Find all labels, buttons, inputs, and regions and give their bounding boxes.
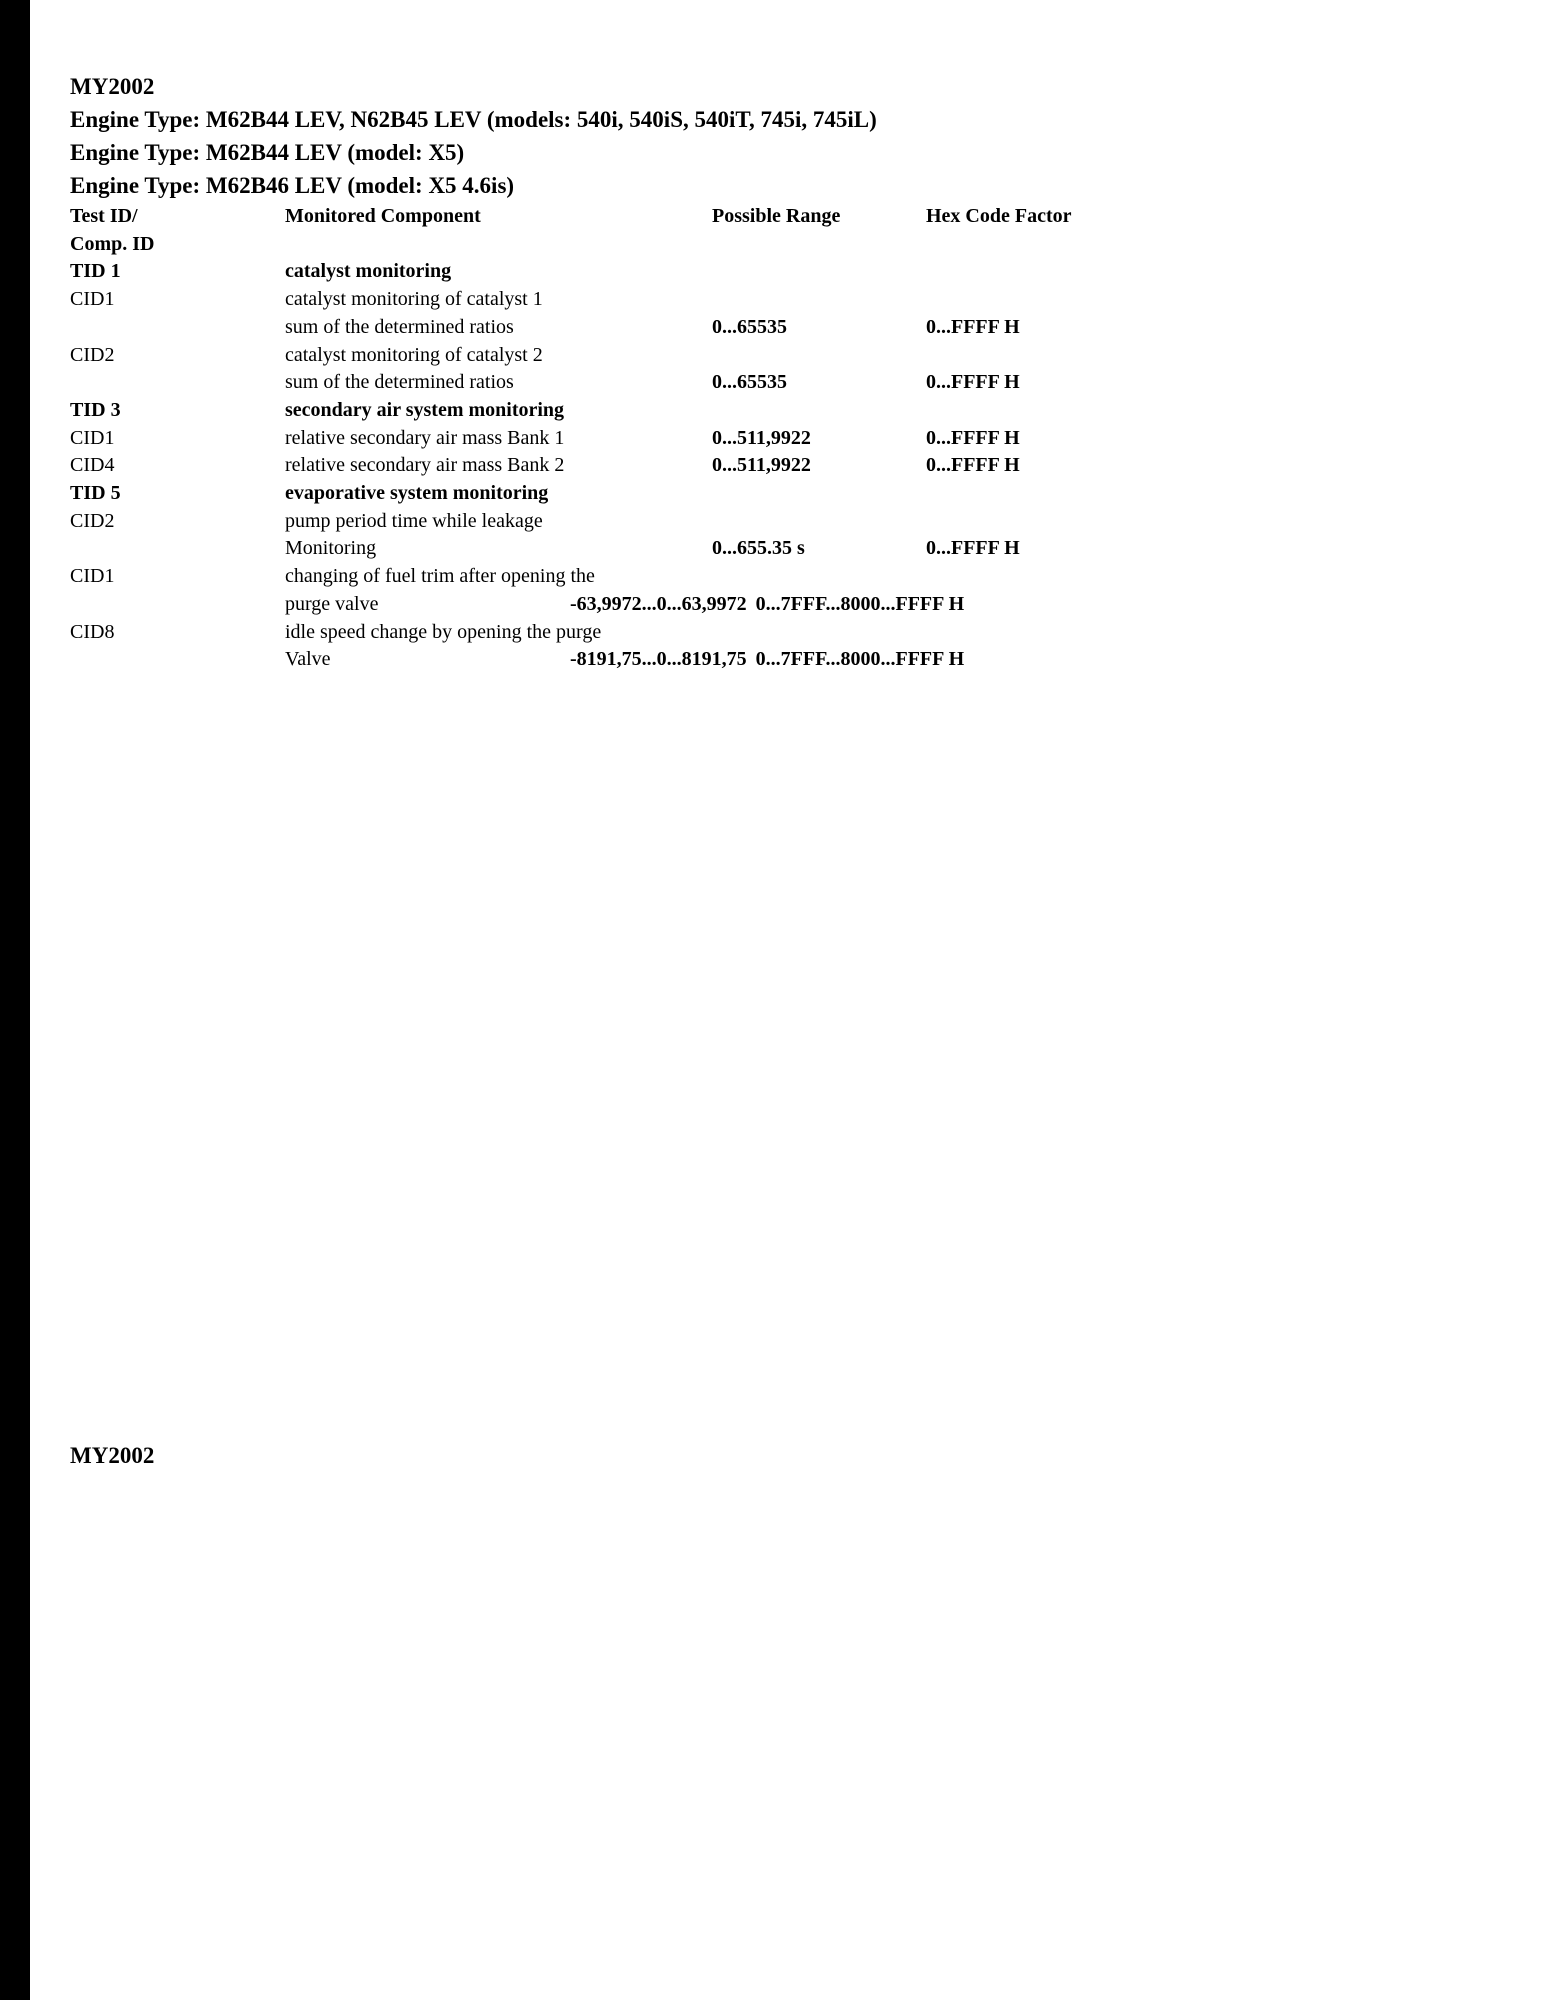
cell-component: purge valve [285, 592, 379, 615]
cell-hex: 0...7FFF...8000...FFFF H [755, 648, 965, 671]
cell-test-id: CID1 [70, 288, 115, 311]
cell-hex: 0...FFFF H [926, 537, 1020, 560]
cell-test-id [70, 646, 285, 674]
table-row [70, 258, 1150, 286]
cell-component: evaporative system monitoring [285, 482, 549, 505]
header-comp-id: Comp. ID [70, 232, 155, 255]
cell-hex [926, 286, 1150, 314]
table-row [70, 563, 1150, 591]
engine-type-line-2: Engine Type: M62B44 LEV (model: X5) [70, 140, 465, 165]
left-margin-bar [0, 0, 30, 2000]
cell-component: secondary air system monitoring [285, 398, 565, 421]
test-id-table [70, 203, 1150, 674]
cell-hex [926, 508, 1150, 536]
cell-component: sum of the determined ratios [285, 371, 514, 394]
cell-range: 0...511,9922 [712, 454, 811, 477]
table-row [70, 591, 1150, 619]
engine-type-line-1: Engine Type: M62B44 LEV, N62B45 LEV (models: 540i, 540iS, 540iT, 745i, 745iL) [70, 107, 877, 132]
cell-hex [926, 619, 1150, 647]
cell-test-id [70, 535, 285, 563]
cell-range [712, 508, 926, 536]
cell-test-id: TID 5 [70, 482, 121, 505]
cell-component: catalyst monitoring of catalyst 2 [285, 343, 543, 366]
header-monitored-component: Monitored Component [285, 205, 481, 227]
engine-type-line-3: Engine Type: M62B46 LEV (model: X5 4.6is) [70, 173, 515, 198]
table-row [70, 452, 1150, 480]
cell-component: idle speed change by opening the purge [285, 620, 602, 643]
cell-range: -8191,75...0...8191,75 [570, 648, 747, 671]
table-row [70, 480, 1150, 508]
cell-component: changing of fuel trim after opening the [285, 565, 595, 588]
cell-component: sum of the determined ratios [285, 315, 514, 338]
table-row [70, 286, 1150, 314]
cell-test-id [70, 314, 285, 342]
cell-range [712, 342, 926, 370]
cell-component: catalyst monitoring of catalyst 1 [285, 288, 543, 311]
cell-hex [926, 397, 1150, 425]
table-row [70, 508, 1150, 536]
table-row [70, 342, 1150, 370]
header-hex-code-factor: Hex Code Factor [926, 205, 1072, 227]
cell-hex: 0...FFFF H [926, 454, 1020, 477]
cell-test-id [70, 369, 285, 397]
doc-code-top: MY2002 [70, 74, 155, 99]
cell-test-id: TID 3 [70, 398, 121, 421]
table-row [70, 619, 1150, 647]
table-header-row-2 [70, 231, 1150, 259]
cell-component: relative secondary air mass Bank 1 [285, 426, 565, 449]
cell-range: 0...655.35 s [712, 537, 805, 560]
cell-range [712, 397, 926, 425]
cell-range: 0...65535 [712, 315, 787, 338]
cell-range: -63,9972...0...63,9972 [570, 592, 747, 615]
table-row [70, 646, 1150, 674]
cell-component: relative secondary air mass Bank 2 [285, 454, 565, 477]
cell-component: catalyst monitoring [285, 260, 452, 283]
cell-range [712, 258, 926, 286]
cell-test-id: CID2 [70, 509, 115, 532]
table-row [70, 369, 1150, 397]
cell-test-id: CID1 [70, 426, 115, 449]
cell-test-id: CID8 [70, 620, 115, 643]
header-test-id: Test ID/ [70, 205, 138, 227]
cell-component: Valve [285, 648, 331, 671]
cell-hex: 0...7FFF...8000...FFFF H [755, 592, 965, 615]
cell-test-id [70, 591, 285, 619]
cell-hex [926, 342, 1150, 370]
cell-test-id: CID2 [70, 343, 115, 366]
cell-hex: 0...FFFF H [926, 315, 1020, 338]
table-row [70, 397, 1150, 425]
cell-range [712, 480, 926, 508]
cell-range: 0...511,9922 [712, 426, 811, 449]
header-possible-range: Possible Range [712, 205, 841, 227]
cell-component: Monitoring [285, 537, 377, 560]
table-row [70, 535, 1150, 563]
page-content [70, 70, 1150, 674]
doc-code-bottom: MY2002 [70, 1443, 155, 1468]
cell-test-id: CID4 [70, 454, 115, 477]
cell-component: pump period time while leakage [285, 509, 543, 532]
cell-test-id: TID 1 [70, 260, 121, 283]
table-header-row [70, 203, 1150, 231]
cell-hex [926, 480, 1150, 508]
cell-range [712, 286, 926, 314]
cell-hex [926, 563, 1150, 591]
table-row [70, 314, 1150, 342]
cell-hex: 0...FFFF H [926, 371, 1020, 394]
cell-range [712, 619, 926, 647]
cell-test-id: CID1 [70, 565, 115, 588]
cell-hex [926, 258, 1150, 286]
cell-range: 0...65535 [712, 371, 787, 394]
cell-hex: 0...FFFF H [926, 426, 1020, 449]
cell-range [712, 563, 926, 591]
table-row [70, 425, 1150, 453]
